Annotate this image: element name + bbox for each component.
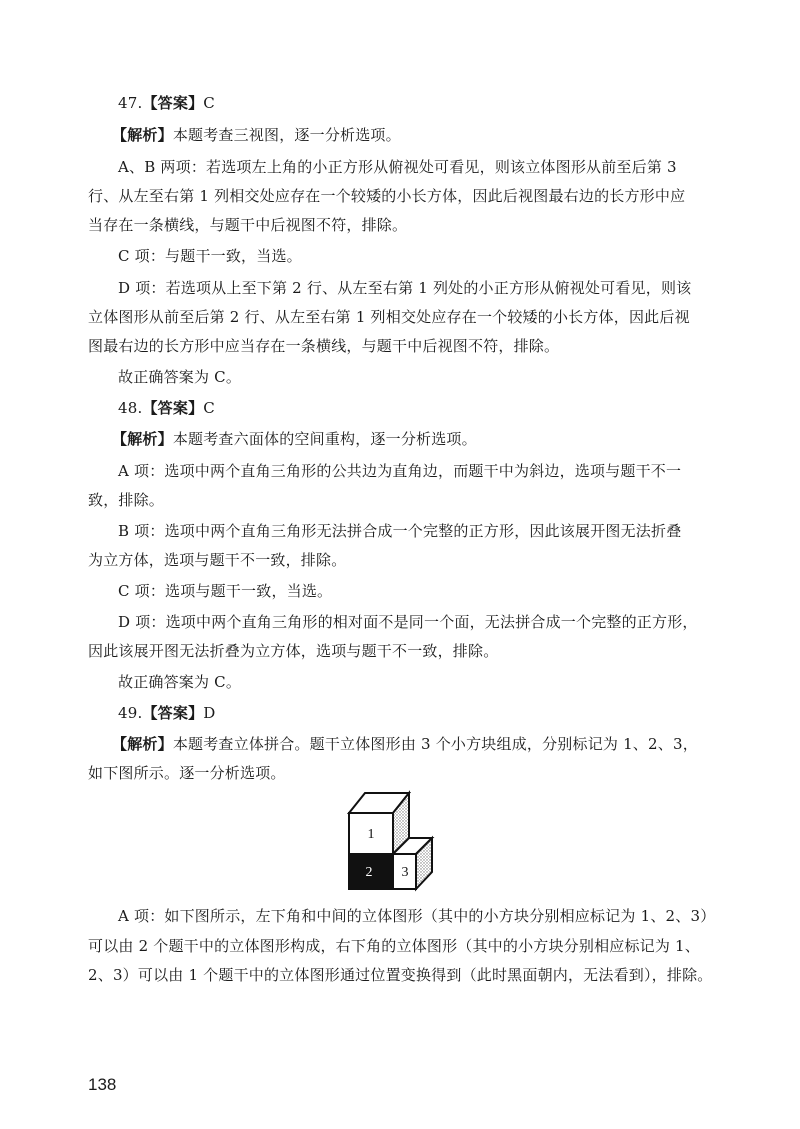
q48-para-d-1: D 项：选项中两个直角三角形的相对面不是同一个面，无法拼合成一个完整的正方形， — [118, 613, 698, 631]
q47-para-ab-2: 行、从左至右第 1 列相交处应存在一个较矮的小长方体，因此后视图最右边的长方形中应 — [88, 187, 686, 205]
q49-analysis-line-2: 如下图所示。逐一分析选项。 — [88, 764, 286, 782]
q48-para-d-2: 因此该展开图无法折叠为立方体，选项与题干不一致，排除。 — [88, 642, 499, 660]
q47-answer-value: C — [203, 94, 215, 112]
q49-analysis-text-1: 本题考查立体拼合。题干立体图形由 3 个小方块组成，分别标记为 1、2、3， — [172, 735, 698, 753]
cube-1-label: 1 — [367, 827, 375, 842]
cube-3-label: 3 — [401, 865, 409, 880]
q48-para-a-1: A 项：选项中两个直角三角形的公共边为直角边，而题干中为斜边，选项与题干不一 — [118, 462, 682, 480]
q48-answer-value: C — [203, 399, 215, 417]
q48-analysis-label: 【解析】 — [112, 430, 173, 448]
q48-analysis-intro: 本题考查六面体的空间重构，逐一分析选项。 — [172, 430, 477, 448]
q49-answer-value: D — [203, 704, 216, 722]
q47-para-ab-1: A、B 两项：若选项左上角的小正方形从俯视处可看见，则该立体图形从前至后第 3 — [118, 158, 677, 176]
q47-conclusion: 故正确答案为 C。 — [118, 368, 242, 386]
q49-para-a-1: A 项：如下图所示，左下角和中间的立体图形（其中的小方块分别相应标记为 1、2、3） — [118, 907, 716, 925]
q47-analysis-intro: 本题考查三视图，逐一分析选项。 — [172, 126, 401, 144]
q47-analysis-label: 【解析】 — [112, 126, 173, 144]
q47-para-d-1: D 项：若选项从上至下第 2 行、从左至右第 1 列处的小正方形从俯视处可看见，则该 — [118, 279, 692, 297]
q49-analysis-label: 【解析】 — [112, 735, 173, 753]
q47-para-c: C 项：与题干一致，当选。 — [118, 247, 302, 265]
q47-number: 47. — [118, 94, 143, 112]
q48-number: 48. — [118, 399, 143, 417]
cube-figure — [345, 790, 445, 892]
q48-para-c: C 项：选项与题干一致，当选。 — [118, 582, 333, 600]
q49-answer-line — [118, 702, 216, 724]
page-number: 138 — [88, 1075, 117, 1094]
q48-answer-label: 【答案】 — [142, 399, 204, 417]
q49-analysis-line-1 — [112, 733, 698, 755]
q47-para-ab-3: 当存在一条横线，与题干中后视图不符，排除。 — [88, 216, 408, 234]
q49-number: 49. — [118, 704, 143, 722]
q47-answer-label: 【答案】 — [142, 94, 204, 112]
q47-analysis-line — [112, 124, 401, 146]
q48-para-b-2: 为立方体，选项与题干不一致，排除。 — [88, 551, 347, 569]
q47-para-d-2: 立体图形从前至后第 2 行、从左至右第 1 列相交处应存在一个较矮的小长方体，因此后视 — [88, 308, 690, 326]
q48-answer-line — [118, 397, 215, 419]
q47-para-d-3: 图最右边的长方形中应当存在一条横线，与题干中后视图不符，排除。 — [88, 337, 560, 355]
q48-conclusion: 故正确答案为 C。 — [118, 673, 242, 691]
q47-answer-line — [118, 92, 215, 114]
q48-analysis-line — [112, 428, 477, 450]
q49-para-a-2: 可以由 2 个题干中的立体图形构成，右下角的立体图形（其中的小方块分别相应标记为 1、 — [88, 937, 700, 955]
cube-2-label: 2 — [365, 865, 373, 880]
q49-answer-label: 【答案】 — [142, 704, 204, 722]
q48-para-b-1: B 项：选项中两个直角三角形无法拼合成一个完整的正方形，因此该展开图无法折叠 — [118, 522, 682, 540]
q49-para-a-3: 2、3）可以由 1 个题干中的立体图形通过位置变换得到（此时黑面朝内，无法看到），排除。 — [88, 966, 713, 984]
q48-para-a-2: 致，排除。 — [88, 491, 165, 509]
